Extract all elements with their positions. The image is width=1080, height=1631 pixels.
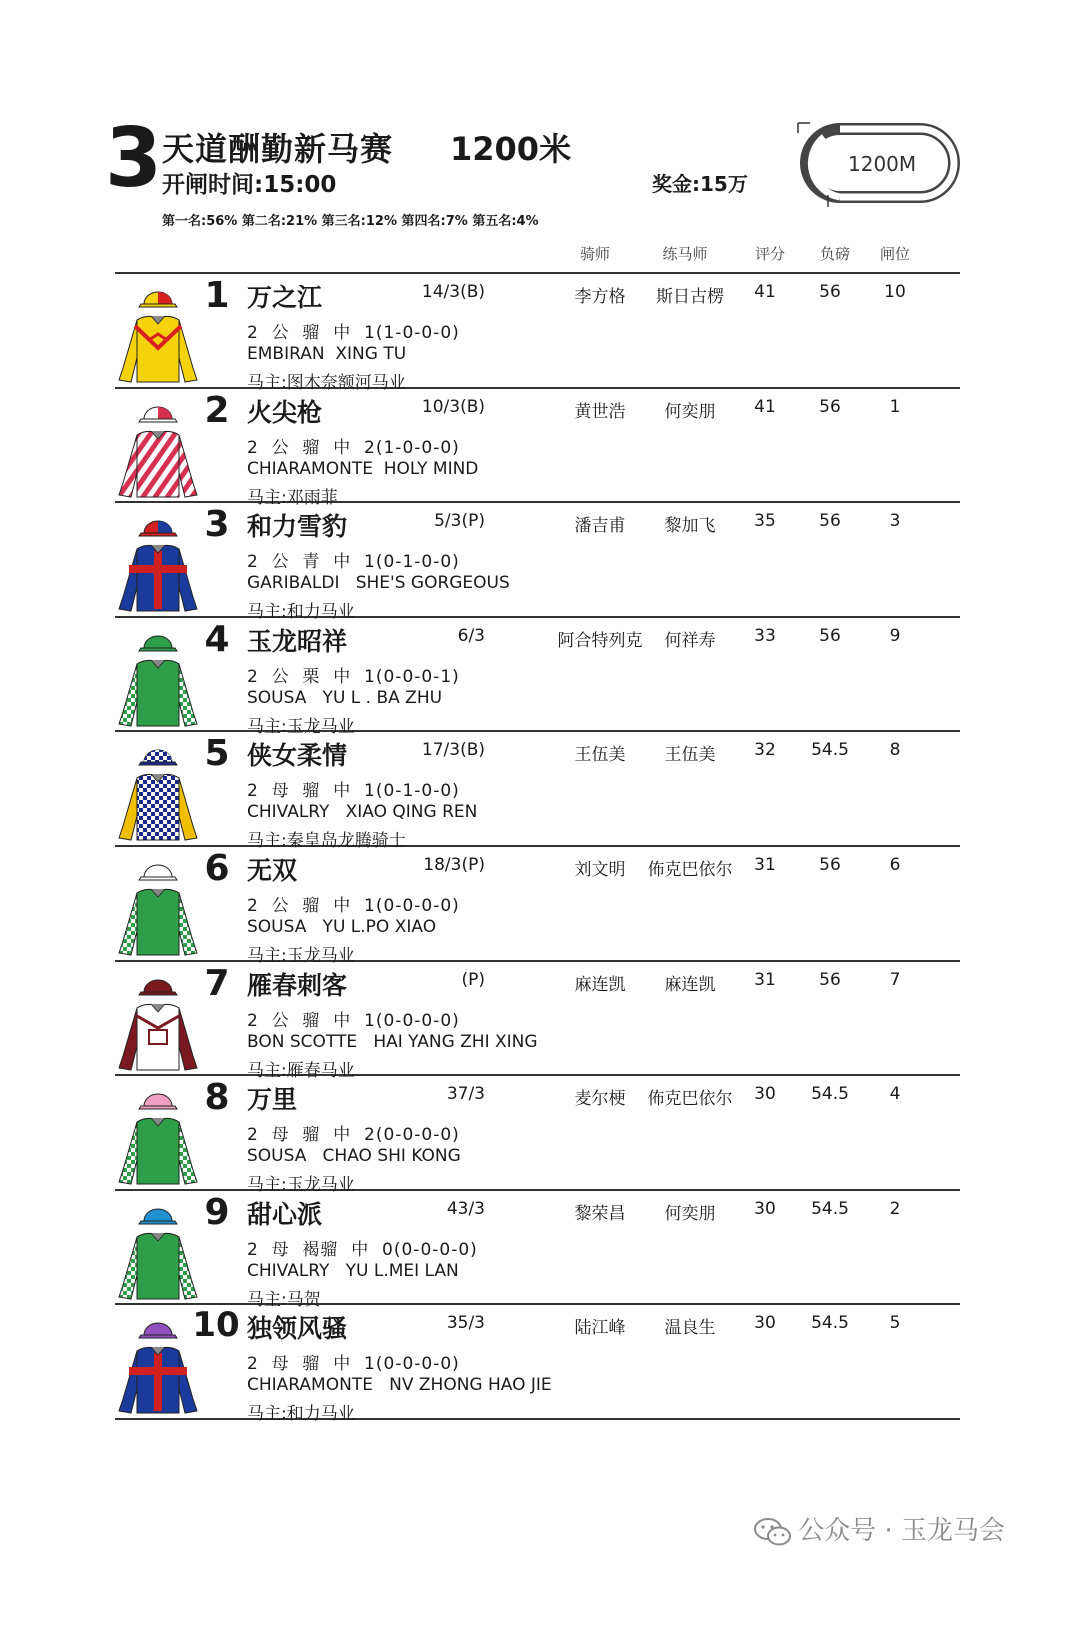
horse-name: 雁春刺客 xyxy=(247,970,348,1000)
odds: 35/3 xyxy=(446,1313,485,1334)
runner-row xyxy=(115,962,960,1081)
horse-name: 万里 xyxy=(247,1085,298,1115)
trainer: 佈克巴依尔 xyxy=(647,1089,733,1110)
trainer: 佈克巴依尔 xyxy=(647,860,733,880)
jockey: 麻连凯 xyxy=(574,974,626,995)
gate: 7 xyxy=(889,969,901,990)
horse-owner: 马主:玉龙马业 xyxy=(247,1175,355,1196)
weight: 56 xyxy=(819,511,841,532)
horse-pedigree: CHIARAMONTE HOLY MIND xyxy=(247,458,479,479)
horse-owner: 马主:雁春马业 xyxy=(247,1060,355,1081)
weight: 56 xyxy=(819,855,841,875)
jockey: 陆江峰 xyxy=(574,1318,626,1339)
weight: 56 xyxy=(819,282,841,302)
horse-info: 2 公 骝 中 2(1-0-0-0) xyxy=(247,437,460,458)
horse-pedigree: SOUSA CHAO SHI KONG xyxy=(247,1146,461,1167)
weight: 54.5 xyxy=(811,1084,849,1105)
trainer: 何奕朋 xyxy=(664,1203,716,1224)
runner-number: 4 xyxy=(204,618,230,660)
header-gate: 闸位 xyxy=(879,245,910,263)
horse-info: 2 公 骝 中 1(1-0-0-0) xyxy=(247,323,460,343)
trainer: 何祥寿 xyxy=(664,630,716,651)
runner-row xyxy=(115,503,960,623)
jockey-silks-icon xyxy=(115,736,201,844)
gate: 3 xyxy=(889,511,901,532)
race-number: 3 xyxy=(105,111,163,206)
weight: 56 xyxy=(819,625,841,646)
watermark-text: 公众号 · 玉龙马会 xyxy=(798,1516,1005,1546)
horse-owner: 马主:秦皇岛龙腾骑士 xyxy=(247,831,406,852)
horse-pedigree: CHIVALRY YU L.MEI LAN xyxy=(247,1260,459,1281)
horse-owner: 马主:和力马业 xyxy=(247,1404,355,1425)
rating: 30 xyxy=(754,1084,776,1105)
weight: 56 xyxy=(819,396,841,417)
jockey: 阿合特列克 xyxy=(557,630,643,651)
gate: 9 xyxy=(889,625,901,646)
jockey: 李方格 xyxy=(574,287,626,307)
jockey: 王伍美 xyxy=(574,745,626,766)
horse-pedigree: GARIBALDI SHE'S GORGEOUS xyxy=(247,573,510,594)
header-trainer: 练马师 xyxy=(662,245,708,263)
gate: 6 xyxy=(889,855,901,875)
wechat-icon xyxy=(754,1517,792,1547)
track-label: 1200M xyxy=(848,152,917,176)
gate: 10 xyxy=(884,282,906,302)
runner-number: 2 xyxy=(204,389,230,431)
horse-name: 独领风骚 xyxy=(247,1314,348,1344)
horse-name: 无双 xyxy=(247,856,298,885)
runner-row xyxy=(115,847,960,966)
jockey-silks-icon xyxy=(115,966,201,1074)
runner-number: 9 xyxy=(204,1191,230,1233)
runner-number: 8 xyxy=(204,1077,230,1119)
odds: 14/3(B) xyxy=(421,282,485,302)
gate: 1 xyxy=(889,396,901,417)
horse-info: 2 母 骝 中 1(0-1-0-0) xyxy=(247,781,460,802)
jockey-silks-icon xyxy=(115,1080,201,1188)
jockey-silks-icon xyxy=(115,1309,201,1417)
horse-name: 甜心派 xyxy=(247,1199,323,1229)
runner-row xyxy=(115,1191,960,1310)
odds: 43/3 xyxy=(446,1198,485,1219)
horse-pedigree: EMBIRAN XING TU xyxy=(247,344,407,364)
horse-name: 和力雪豹 xyxy=(247,512,348,542)
gate: 8 xyxy=(889,740,901,761)
header-jockey: 骑师 xyxy=(579,245,610,263)
race-name: 天道酬勤新马赛 xyxy=(162,130,394,168)
runner-row xyxy=(115,732,960,852)
odds: 6/3 xyxy=(457,625,485,646)
runner-row xyxy=(115,389,960,508)
jockey: 刘文明 xyxy=(574,860,626,880)
jockey-silks-icon xyxy=(115,622,201,730)
runner-number: 6 xyxy=(204,848,230,889)
horse-pedigree: SOUSA YU L . BA ZHU xyxy=(247,687,443,708)
runner-number: 10 xyxy=(192,1305,240,1346)
horse-pedigree: CHIVALRY XIAO QING REN xyxy=(247,802,478,823)
runner-number: 5 xyxy=(204,733,230,775)
horse-info: 2 公 青 中 1(0-1-0-0) xyxy=(247,552,460,573)
rating: 32 xyxy=(754,740,776,761)
rating: 30 xyxy=(754,1198,776,1219)
odds: (P) xyxy=(461,969,485,990)
runner-number: 7 xyxy=(204,962,230,1004)
jockey-silks-icon xyxy=(115,1195,201,1303)
jockey-silks-icon xyxy=(115,393,201,501)
runner-number: 1 xyxy=(204,275,230,316)
horse-name: 玉龙昭祥 xyxy=(247,626,348,656)
gate: 2 xyxy=(889,1198,901,1219)
horse-pedigree: BON SCOTTE HAI YANG ZHI XING xyxy=(247,1031,538,1052)
prize-money: 奖金:15万 xyxy=(652,172,748,196)
start-time: 开闸时间:15:00 xyxy=(162,172,337,198)
runner-row xyxy=(115,618,960,737)
prize-distribution: 第一名:56% 第二名:21% 第三名:12% 第四名:7% 第五名:4% xyxy=(162,214,539,229)
gate: 5 xyxy=(889,1313,901,1334)
rating: 41 xyxy=(754,396,776,417)
horse-name: 火尖枪 xyxy=(247,397,323,427)
trainer: 王伍美 xyxy=(664,745,716,766)
runner-row xyxy=(115,274,960,393)
runner-row xyxy=(115,1305,960,1425)
horse-info: 2 母 骝 中 1(0-0-0-0) xyxy=(247,1354,460,1375)
weight: 54.5 xyxy=(811,1198,849,1219)
odds: 17/3(B) xyxy=(421,740,485,761)
jockey-silks-icon xyxy=(115,507,201,615)
horse-owner: 马主:图木奈额河马业 xyxy=(247,373,406,393)
horse-owner: 马主:玉龙马业 xyxy=(247,946,355,966)
trainer: 何奕朋 xyxy=(664,401,716,422)
weight: 54.5 xyxy=(811,1313,849,1334)
horse-info: 2 母 褐骝 中 0(0-0-0-0) xyxy=(247,1239,478,1260)
jockey: 黎荣昌 xyxy=(574,1203,626,1224)
gate: 4 xyxy=(889,1084,901,1105)
jockey: 潘吉甫 xyxy=(574,516,626,537)
horse-info: 2 公 骝 中 1(0-0-0-0) xyxy=(247,1010,460,1031)
track-diagram xyxy=(780,115,965,210)
rating: 31 xyxy=(754,855,776,875)
horse-pedigree: CHIARAMONTE NV ZHONG HAO JIE xyxy=(247,1375,552,1396)
horse-info: 2 公 骝 中 1(0-0-0-0) xyxy=(247,896,460,916)
horse-owner: 马主:邓雨菲 xyxy=(247,487,338,508)
runner-row xyxy=(115,1076,960,1196)
jockey: 黄世浩 xyxy=(574,401,626,422)
trainer: 麻连凯 xyxy=(664,974,716,995)
trainer: 温良生 xyxy=(664,1318,716,1339)
horse-name: 侠女柔情 xyxy=(247,741,348,771)
header-weight: 负磅 xyxy=(819,245,850,263)
horse-owner: 马主:玉龙马业 xyxy=(247,716,355,737)
trainer: 斯日古楞 xyxy=(656,287,724,307)
weight: 54.5 xyxy=(811,740,849,761)
horse-info: 2 母 骝 中 2(0-0-0-0) xyxy=(247,1125,460,1146)
rating: 30 xyxy=(754,1313,776,1334)
odds: 5/3(P) xyxy=(434,511,485,532)
weight: 56 xyxy=(819,969,841,990)
rating: 33 xyxy=(754,625,776,646)
runner-number: 3 xyxy=(204,504,230,546)
header-rating: 评分 xyxy=(754,245,785,263)
horse-pedigree: SOUSA YU L.PO XIAO xyxy=(247,917,437,937)
jockey-silks-icon xyxy=(115,851,201,959)
horse-info: 2 公 栗 中 1(0-0-0-1) xyxy=(247,666,460,687)
rating: 35 xyxy=(754,511,776,532)
watermark xyxy=(754,1510,1005,1547)
odds: 10/3(B) xyxy=(421,396,485,417)
jockey-silks-icon xyxy=(115,278,201,386)
horse-name: 万之江 xyxy=(247,283,323,312)
odds: 18/3(P) xyxy=(423,855,485,875)
race-distance: 1200米 xyxy=(450,130,572,168)
trainer: 黎加飞 xyxy=(664,516,716,537)
rating: 41 xyxy=(754,282,776,302)
horse-owner: 马主:和力马业 xyxy=(247,602,355,623)
rating: 31 xyxy=(754,969,776,990)
horse-owner: 马主:马贺 xyxy=(247,1289,321,1310)
jockey: 麦尔梗 xyxy=(574,1089,626,1110)
odds: 37/3 xyxy=(446,1084,485,1105)
